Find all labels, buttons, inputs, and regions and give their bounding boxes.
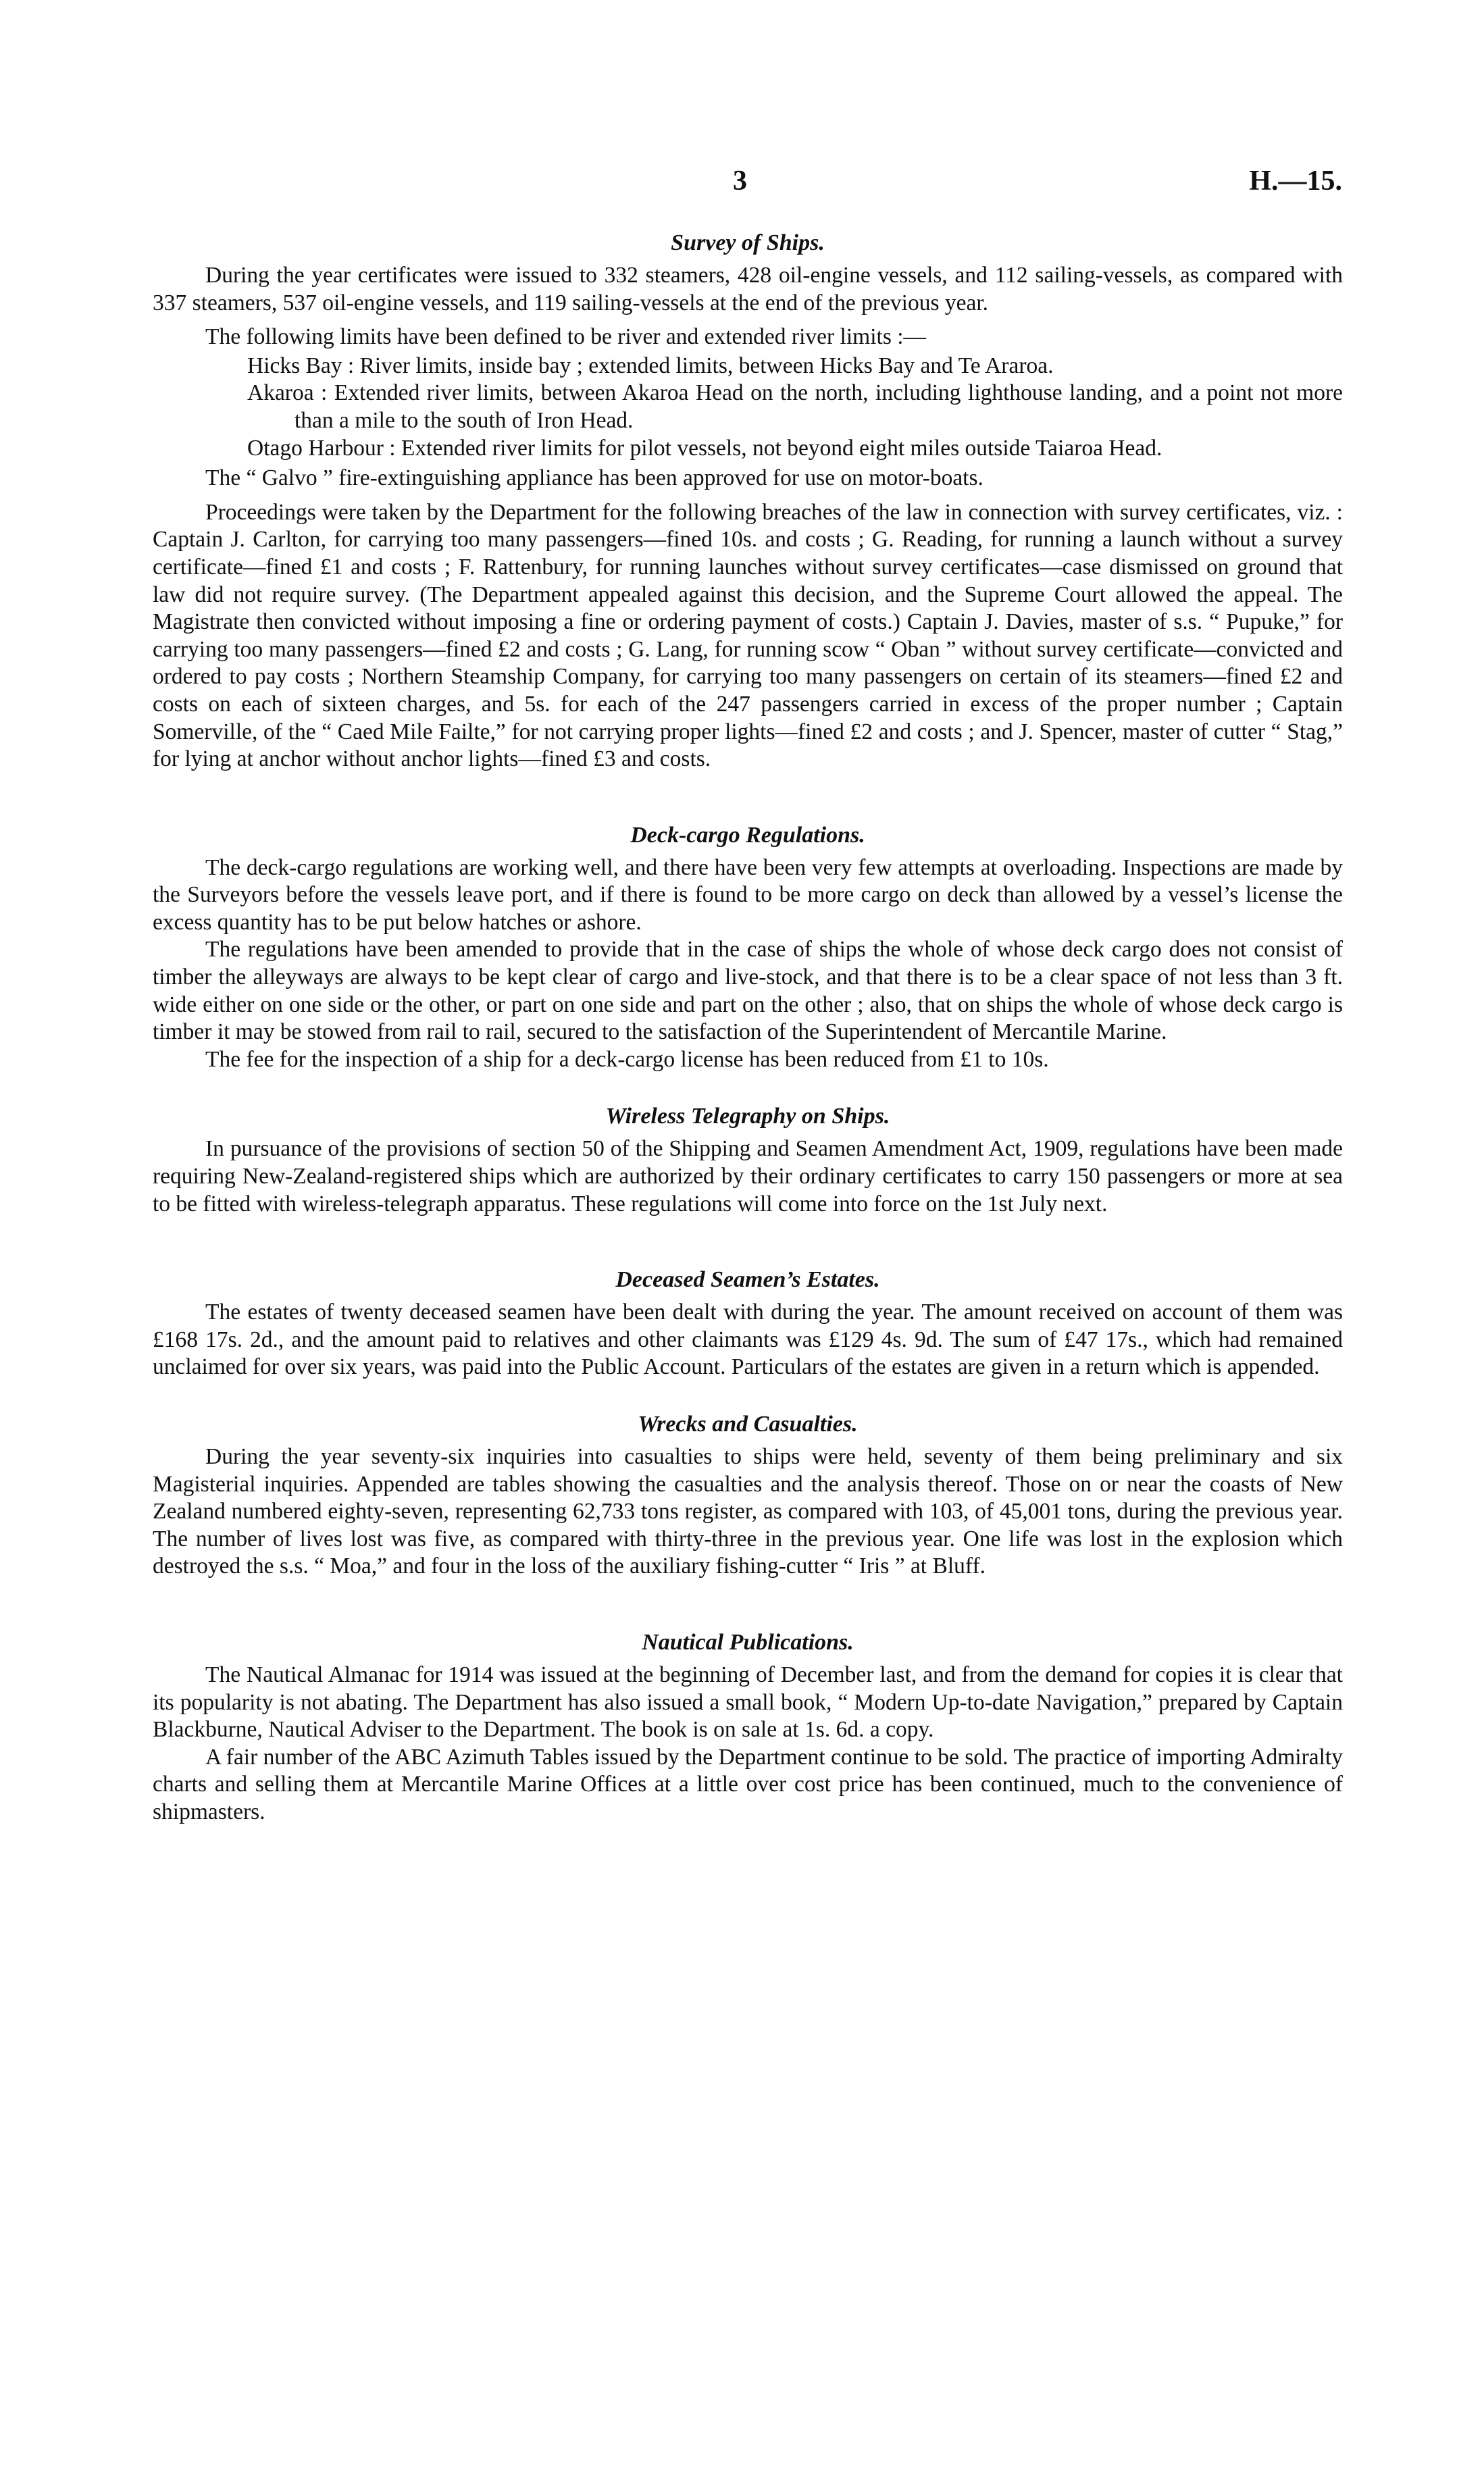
section-wireless-telegraphy (153, 1103, 1343, 1218)
paragraph: The Nautical Almanac for 1914 was issued at the beginning of December last, and from the demand for copies it is clear that its popularity is not abating. The Department has also issued a small book, “ Modern Up-to-date Navigation,” prepared by Captain Blackburne, Nautical Adviser to the Department. The book is on sale at 1s. 6d. a copy. (153, 1662, 1343, 1743)
page-number: 3 (733, 165, 747, 197)
limits-list (153, 353, 1343, 462)
section-wrecks-and-casualties (153, 1411, 1343, 1581)
paragraph: During the year seventy-six inquiries into casualties to ships were held, seventy of them being preliminary and six Magisterial inquiries. Appended are tables showing the casualties and the analysis thereof. Those on or near the coasts of New Zealand numbered eighty-seven, representing 62,733 tons register, as compared with 103, of 45,001 tons, during the previous year. The number of lives lost was five, as compared with thirty-three in the previous year. One life was lost in the explosion which destroyed the s.s. “ Moa,” and four in the loss of the auxiliary fishing-cutter “ Iris ” at Bluff. (153, 1444, 1343, 1579)
paragraph: The fee for the inspection of a ship for a deck-cargo license has been reduced from £1 to 10s. (205, 1046, 1049, 1072)
section-survey-of-ships (153, 230, 1343, 773)
section-title: Wrecks and Casualties. (638, 1412, 858, 1437)
paragraph: The estates of twenty deceased seamen have been dealt with during the year. The amount received on account of them was £168 17s. 2d., and the amount paid to relatives and other claimants was £129 4s. 9d. The sum of £47 17s., which had remained unclaimed for over six years, was paid into the Public Account. Particulars of the estates are given in a return which is appended. (153, 1300, 1343, 1380)
paragraph: In pursuance of the provisions of section 50 of the Shipping and Seamen Amendment Act, 1909, regulations have been made requiring New-Zealand-registered ships which are authorized by their ordinary certificates to carry 150 passengers or more at sea to be fitted with wireless-telegraph apparatus. These regulations will come into force on the 1st July next. (153, 1136, 1343, 1216)
document-reference: H.—15. (1249, 165, 1342, 197)
paragraph: The following limits have been defined to be river and extended river limits :— (205, 324, 927, 350)
section-title: Deck-cargo Regulations. (630, 822, 865, 848)
section-nautical-publications (153, 1629, 1343, 1826)
paragraph: During the year certificates were issued to 332 steamers, 428 oil-engine vessels, and 112 sailing-vessels, as compared with 337 steamers, 537 oil-engine vessels, and 119 sailing-vessels at the end of the previous year. (153, 263, 1343, 315)
paragraph: The regulations have been amended to provide that in the case of ships the whole of whose deck cargo does not consist of timber the alleyways are always to be kept clear of cargo and live-stock, and that there is to be a clear space of not less than 3 ft. wide either on one side or the other, or part on one side and part on the other ; also, that on ships the whole of whose deck cargo is timber it may be stowed from rail to rail, secured to the satisfaction of the Superintendent of Mercantile Marine. (153, 937, 1343, 1045)
paragraph: A fair number of the ABC Azimuth Tables issued by the Department continue to be sold. The practice of importing Admiralty charts and selling them at Mercantile Marine Offices at a little over cost price has been continued, much to the convenience of shipmasters. (153, 1744, 1343, 1824)
limit-item: Otago Harbour : Extended river limits for pilot vessels, not beyond eight miles outside Taiaroa Head. (247, 435, 1162, 461)
paragraph: Proceedings were taken by the Department for the following breaches of the law in connection with survey certificates, viz. : Captain J. Carlton, for carrying too many passengers—fined 10s. and costs ; G. Reading, for running a launch without a survey certificate—fined £1 and costs ; F. Rattenbury, for running launches without survey certificates—case dismissed on ground that law did not require survey. (The Department appealed against this decision, and the Supreme Court allowed the appeal. The Magistrate then convicted without imposing a fine or ordering payment of costs.) Captain J. Davies, master of s.s. “ Pupuke,” for carrying too many passengers—fined £2 and costs ; G. Lang, for running scow “ Oban ” without survey certificate—convicted and ordered to pay costs ; Northern Steamship Company, for carrying too many passengers on certain of its steamers—fined £2 and costs on each of sixteen charges, and 5s. for each of the 247 passengers carried in excess of the proper number ; Captain Somerville, of the “ Caed Mile Failte,” for not carrying proper lights—fined £2 and costs ; and J. Spencer, master of cutter “ Stag,” for lying at anchor without anchor lights—fined £3 and costs. (153, 499, 1343, 772)
paragraph: The deck-cargo regulations are working well, and there have been very few attempts at overloading. Inspections are made by the Surveyors before the vessels leave port, and if there is found to be more cargo on deck than allowed by a vessel’s license the excess quantity has to be put below hatches or ashore. (153, 854, 1343, 935)
section-title: Nautical Publications. (642, 1629, 854, 1655)
limit-item: Akaroa : Extended river limits, between Akaroa Head on the north, including lighthouse landing, and a point not more than a mile to the south of Iron Head. (247, 380, 1343, 433)
section-deceased-seamens-estates (153, 1266, 1343, 1381)
section-deck-cargo-regulations (153, 822, 1343, 1074)
page-header (0, 165, 1484, 205)
section-title: Deceased Seamen’s Estates. (615, 1267, 880, 1293)
section-title: Wireless Telegraphy on Ships. (605, 1104, 890, 1129)
paragraph: The “ Galvo ” fire-extinguishing appliance has been approved for use on motor-boats. (205, 465, 983, 491)
page-content (153, 230, 1343, 1826)
section-title: Survey of Ships. (671, 230, 825, 255)
limit-item: Hicks Bay : River limits, inside bay ; extended limits, between Hicks Bay and Te Araroa. (247, 353, 1054, 378)
